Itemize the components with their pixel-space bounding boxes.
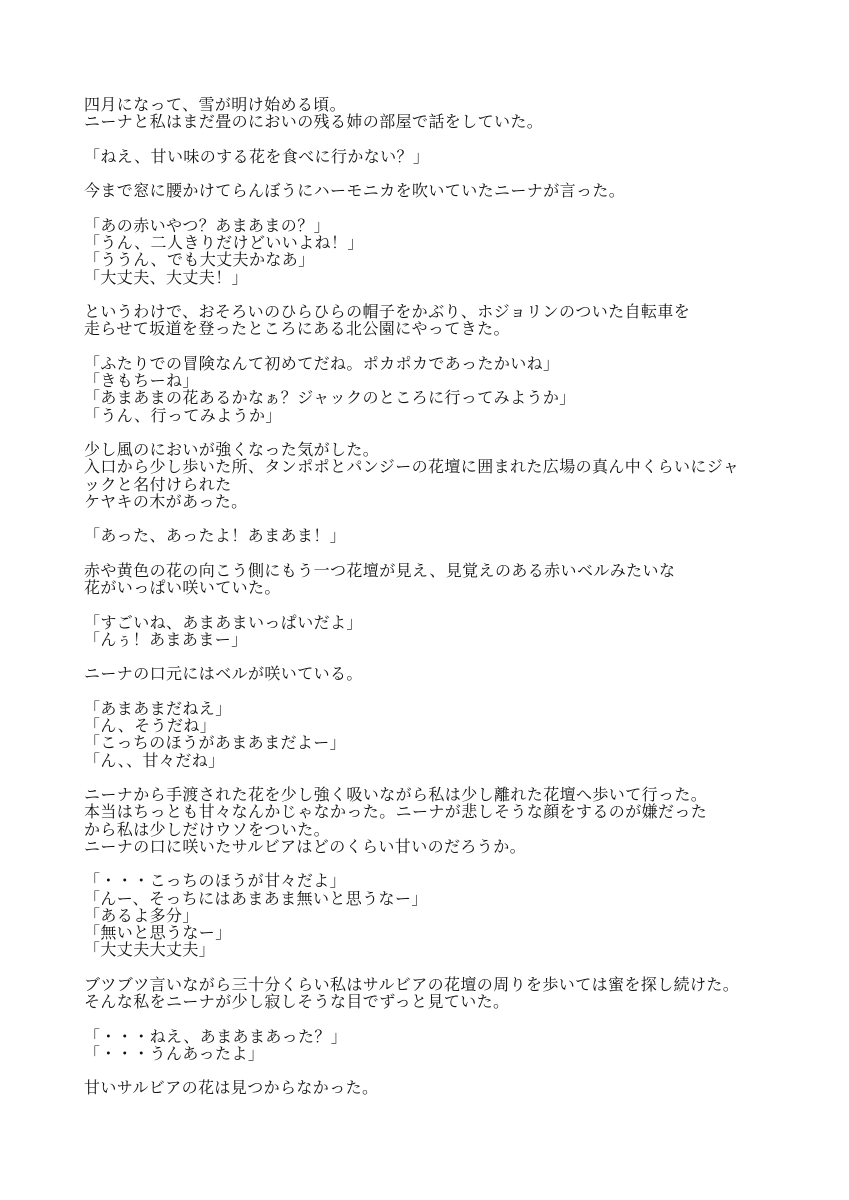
paragraph: [84, 182, 774, 199]
paragraph: [84, 1079, 774, 1096]
paragraph-gap: [84, 200, 774, 217]
text-line: ックと名付けられた: [84, 474, 232, 494]
text-line: 入口から少し歩いた所、タンポポとパンジーの花壇に囲まれた広場の真ん中くらいにジャ: [84, 457, 740, 477]
text-line: 「・・・ねえ、あまあまあった？」: [84, 1026, 348, 1046]
paragraph-gap: [84, 545, 774, 562]
text-line: 「無いと思うなー」: [84, 923, 232, 942]
text-line: から私は少しだけウソをついた。: [84, 819, 331, 839]
paragraph: [84, 441, 774, 510]
text-line: 今まで窓に腰かけてらんぼうにハーモニカを吹いていたニーナが言った。: [84, 181, 626, 201]
text-line: 「うん、行ってみようか」: [84, 405, 282, 425]
text-line: 「大丈夫大丈夫」: [84, 940, 216, 960]
paragraph-gap: [84, 855, 774, 872]
text-line: 花がいっぱい咲いていた。: [84, 578, 281, 597]
paragraph: [84, 562, 774, 597]
paragraph-gap: [84, 165, 774, 182]
text-line: 「んー、そっちにはあまあま無いと思うなー」: [84, 888, 428, 908]
text-line: 「ん、、甘々だね」: [84, 750, 225, 770]
paragraph-gap: [84, 510, 774, 527]
paragraph-gap: [84, 596, 774, 613]
paragraph: [84, 96, 774, 131]
paragraph: [84, 786, 774, 855]
text-line: 四月になって、雪が明け始める頃。: [84, 95, 347, 114]
story-text: [84, 96, 774, 1097]
text-line: 走らせて坂道を登ったところにある北公園にやってきた。: [84, 319, 510, 339]
text-line: 「ふたりでの冒険なんて初めてだね。ポカポカであったかいね」: [84, 353, 560, 373]
text-line: ニーナと私はまだ畳のにおいの残る姉の部屋で話をしていた。: [84, 112, 544, 132]
text-line: 「ん、そうだね」: [84, 716, 217, 735]
text-line: 「あまあまの花あるかなぁ？ジャックのところに行ってみようか」: [84, 388, 576, 408]
text-line: 甘いサルビアの花は見つからなかった。: [84, 1078, 379, 1098]
paragraph: [84, 527, 774, 544]
paragraph: [84, 303, 774, 338]
text-line: ニーナの口に咲いたサルビアはどのくらい甘いのだろうか。: [84, 836, 527, 856]
paragraph-gap: [84, 648, 774, 665]
paragraph: [84, 700, 774, 769]
paragraph: [84, 665, 774, 682]
paragraph-gap: [84, 424, 774, 441]
text-line: 少し風のにおいが強くなった気がした。: [84, 440, 380, 459]
paragraph-gap: [84, 131, 774, 148]
text-line: 「大丈夫、大丈夫！」: [84, 267, 249, 287]
text-line: 「んぅ！あまあまー」: [84, 629, 248, 649]
text-line: 「こっちのほうがあまあまだよー」: [84, 733, 347, 753]
text-line: 「あった、あったよ！あまあま！」: [84, 526, 347, 546]
text-line: 「すごいね、あまあまいっぱいだよ」: [84, 612, 363, 632]
text-line: ニーナから手渡された花を少し強く吸いながら私は少し離れた花壇へ歩いて行った。: [84, 785, 708, 804]
text-line: ブツブツ言いながら三十分くらい私はサルビアの花壇の周りを歩いては蜜を探し続けた。: [84, 974, 740, 994]
paragraph-gap: [84, 286, 774, 303]
text-line: 本当はちっとも甘々なんかじゃなかった。ニーナが悲しそうな顔をするのが嫌だった: [84, 802, 708, 822]
text-line: 「あるよ多分」: [84, 905, 199, 925]
paragraph: [84, 1028, 774, 1063]
text-line: 赤や黄色の花の向こう側にもう一つ花壇が見え、見覚えのある赤いベルみたいな: [84, 560, 676, 580]
paragraph-gap: [84, 683, 774, 700]
paragraph-gap: [84, 959, 774, 976]
text-line: 「あの赤いやつ？あまあまの？」: [84, 215, 331, 235]
text-line: ケヤキの木があった。: [84, 491, 248, 511]
paragraph-gap: [84, 1010, 774, 1027]
paragraph: [84, 614, 774, 649]
paragraph-gap: [84, 338, 774, 355]
paragraph: [84, 355, 774, 424]
paragraph-gap: [84, 769, 774, 786]
text-line: ニーナの口元にはベルが咲いている。: [84, 664, 363, 684]
paragraph: [84, 872, 774, 958]
paragraph-gap: [84, 1062, 774, 1079]
paragraph: [84, 217, 774, 286]
text-line: 「ううん、でも大丈夫かなあ」: [84, 250, 315, 270]
text-line: というわけで、おそろいのひらひらの帽子をかぶり、ホジョリンのついた自転車を: [84, 302, 691, 321]
text-line: 「あまあまだねえ」: [84, 698, 232, 718]
paragraph: [84, 148, 774, 165]
text-line: 「・・・うんあったよ」: [84, 1043, 265, 1063]
text-line: そんな私をニーナが少し寂しそうな目でずっと見ていた。: [84, 992, 510, 1011]
text-line: 「きもちーね」: [84, 371, 199, 390]
text-line: 「うん、二人きりだけどいいよね！」: [84, 233, 364, 252]
text-line: 「ねえ、甘い味のする花を食べに行かない？」: [84, 146, 430, 166]
text-line: 「・・・こっちのほうが甘々だよ」: [84, 871, 347, 891]
paragraph: [84, 976, 774, 1011]
